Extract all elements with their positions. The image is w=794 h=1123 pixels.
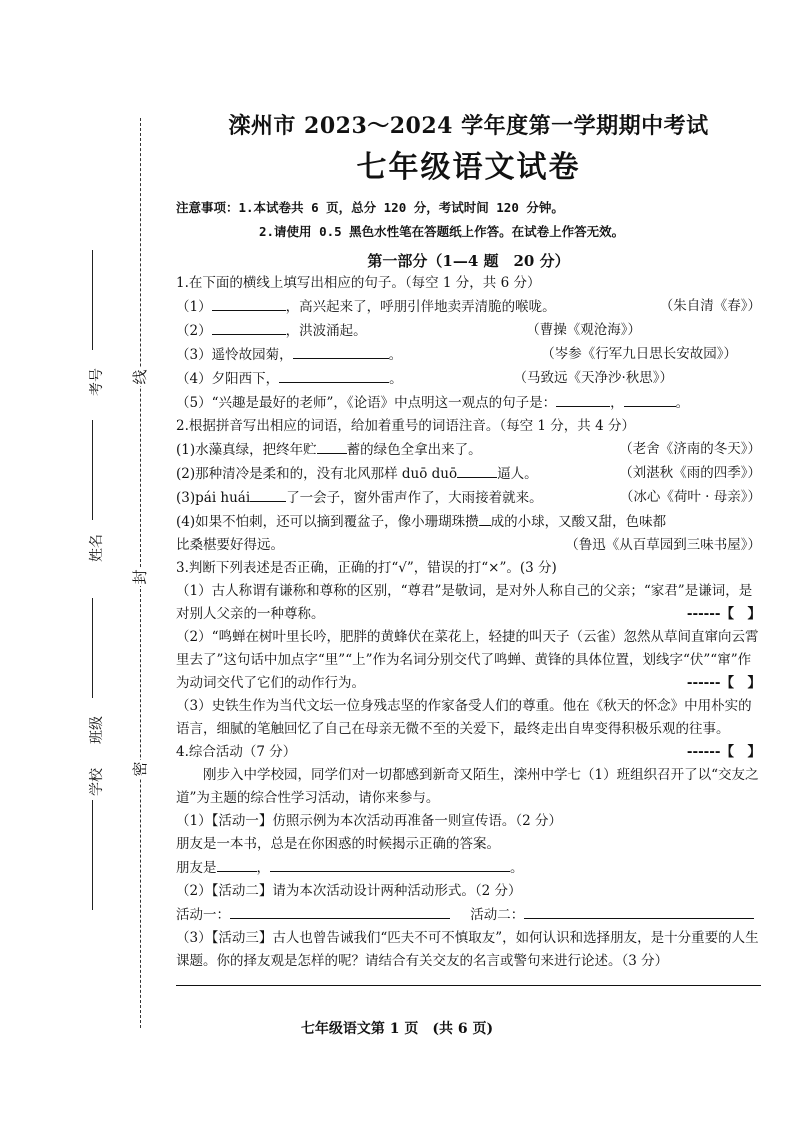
answer-rule[interactable] <box>176 973 761 986</box>
part1-heading: 第一部分（1—4 题 20 分） <box>367 252 570 270</box>
q3-item-2: （2）“鸣蝉在树叶里长吟，肥胖的黄蜂伏在菜花上，轻捷的叫天子（云雀）忽然从草间直窜向云霄里去了”这句话中加点字“里”“上”作为名词分别交代了鸣蝉、黄锋的具体位置，划线字“伏”“窜”作为动词交代了它们的动作行为。 ------【 】 <box>176 626 761 695</box>
q2-item-4: (4)如果不怕刺，还可以摘到覆盆子，像小珊瑚珠攒 成的小球，又酸又甜，色味都 <box>176 510 761 534</box>
exam-title: 滦州市 2023～2024 学年度第一学期期中考试 <box>228 113 709 139</box>
answer-blank[interactable] <box>217 856 257 872</box>
q3-stem: 3.判断下列表述是否正确，正确的打“√”，错误的打“×”。(3 分) <box>176 560 557 576</box>
q4-activity-2: （2）【活动二】请为本次活动设计两种活动形式。（2 分） <box>176 883 522 899</box>
answer-blank[interactable] <box>230 903 450 919</box>
answer-bracket[interactable]: ------【 】 <box>686 606 761 622</box>
answer-blank[interactable] <box>212 319 286 335</box>
exam-content <box>176 110 761 986</box>
notice-line-2: 2.请使用 0.5 黑色水性笔在答题纸上作答。在试卷上作答无效。 <box>259 224 625 239</box>
q2-item-1: (1)水藻真绿，把终年贮 蓄的绿色全拿出来了。 （老舍《济南的冬天》） <box>176 438 761 462</box>
q2-item-2: (2)那种清冷是柔和的，没有北风那样 duō duō 逼人。 （刘湛秋《雨的四季》） <box>176 462 761 486</box>
q1-item-3: （3）遥怜故园菊， 。 （岑参《行军九日思长安故园》） <box>176 343 761 367</box>
binding-mark-line: 线 <box>131 369 149 385</box>
q2-stem: 2.根据拼音写出相应的词语，给加着重号的词语注音。（每空 1 分，共 4 分） <box>176 418 635 434</box>
q4-activity-1: （1）【活动一】仿照示例为本次活动再准备一则宣传语。（2 分） <box>176 813 562 829</box>
q4-activity-1-example: 朋友是一本书，总是在你困惑的时候揭示正确的答案。 <box>176 836 500 852</box>
school-line <box>92 800 93 910</box>
exam-subtitle: 七年级语文试卷 <box>356 150 581 185</box>
q1-item-2: （2） ，洪波涌起。 （曹操《观沧海》） <box>176 319 761 343</box>
class-line <box>92 598 93 698</box>
q3-item-1: （1）古人称谓有谦称和尊称的区别，“尊君”是敬词，是对外人称自己的父亲；“家君”是谦词，是对别人父亲的一种尊称。 ------【 】 <box>176 580 761 626</box>
q2-item-3: (3)pái huái 了一会子，窗外雷声作了，大雨接着就来。 （冰心《荷叶 · 母亲》） <box>176 486 761 510</box>
binding-mark-secret: 密 <box>131 761 149 777</box>
binding-mark-seal: 封 <box>131 569 149 585</box>
notice-block <box>176 196 761 244</box>
answer-blank[interactable] <box>457 462 497 478</box>
answer-blank[interactable] <box>250 486 286 502</box>
q4-intro: 刚步入中学校园，同学们对一切都感到新奇又陌生，滦州中学七（1）班组织召开了以“交友之道”为主题的综合性学习活动，请你来参与。 <box>176 767 759 806</box>
page-footer: 七年级语文第 1 页 (共 6 页) <box>300 1021 494 1037</box>
answer-blank[interactable] <box>279 367 389 383</box>
field-exam-number: 考号 <box>89 368 105 396</box>
q1-item-5: （5）“兴趣是最好的老师”，《论语》中点明这一观点的句子是： ， 。 <box>176 391 761 415</box>
answer-blank[interactable] <box>524 903 754 919</box>
exam-number-line <box>92 250 93 350</box>
answer-blank[interactable] <box>212 295 286 311</box>
q2-item-4-cont: 比桑椹要好得远。 （鲁迅《从百草园到三味书屋》） <box>176 537 761 553</box>
notice-line-1: 注意事项：1.本试卷共 6 页，总分 120 分，考试时间 120 分钟。 <box>176 200 564 215</box>
answer-blank[interactable] <box>270 856 510 872</box>
q4-activity-3: （3）【活动三】古人也曾告诫我们“匹夫不可不慎取友”，如何认识和选择朋友，是十分重要的人生课题。你的择友观是怎样的呢？请结合有关交友的名言或警句来进行论述。（3 分） <box>176 930 759 969</box>
q4-activity-1-fill: 朋友是 ， 。 <box>176 856 761 880</box>
answer-blank[interactable] <box>317 438 347 454</box>
q1-item-4: （4）夕阳西下， 。 （马致远《天净沙·秋思》） <box>176 367 761 391</box>
field-class: 班级 <box>89 716 105 744</box>
q3-item-3: （3）史铁生作为当代文坛一位身残志坚的作家备受人们的尊重。他在《秋天的怀念》中用朴实的语言，细腻的笔触回忆了自己在母亲无微不至的关爱下，最终走出自卑变得积极乐观的往事。 ------【 】 <box>176 695 761 741</box>
name-line <box>92 420 93 520</box>
q4-stem: 4.综合活动（7 分） <box>176 744 297 760</box>
q1-item-1: （1） ，高兴起来了，呼朋引伴地卖弄清脆的喉咙。 （朱自清《春》） <box>176 295 761 319</box>
answer-blank[interactable] <box>293 343 389 359</box>
answer-blank[interactable] <box>556 391 610 407</box>
q1-stem: 1.在下面的横线上填写出相应的句子。（每空 1 分，共 6 分） <box>176 275 541 291</box>
q4-activity-2-fill: 活动一： 活动二： <box>176 903 761 927</box>
answer-bracket[interactable]: ------【 】 <box>686 744 761 760</box>
answer-blank[interactable] <box>479 510 491 526</box>
answer-bracket[interactable]: ------【 】 <box>686 675 761 691</box>
field-school: 学校 <box>89 768 105 796</box>
answer-blank[interactable] <box>624 391 676 407</box>
field-name: 姓名 <box>89 534 105 562</box>
